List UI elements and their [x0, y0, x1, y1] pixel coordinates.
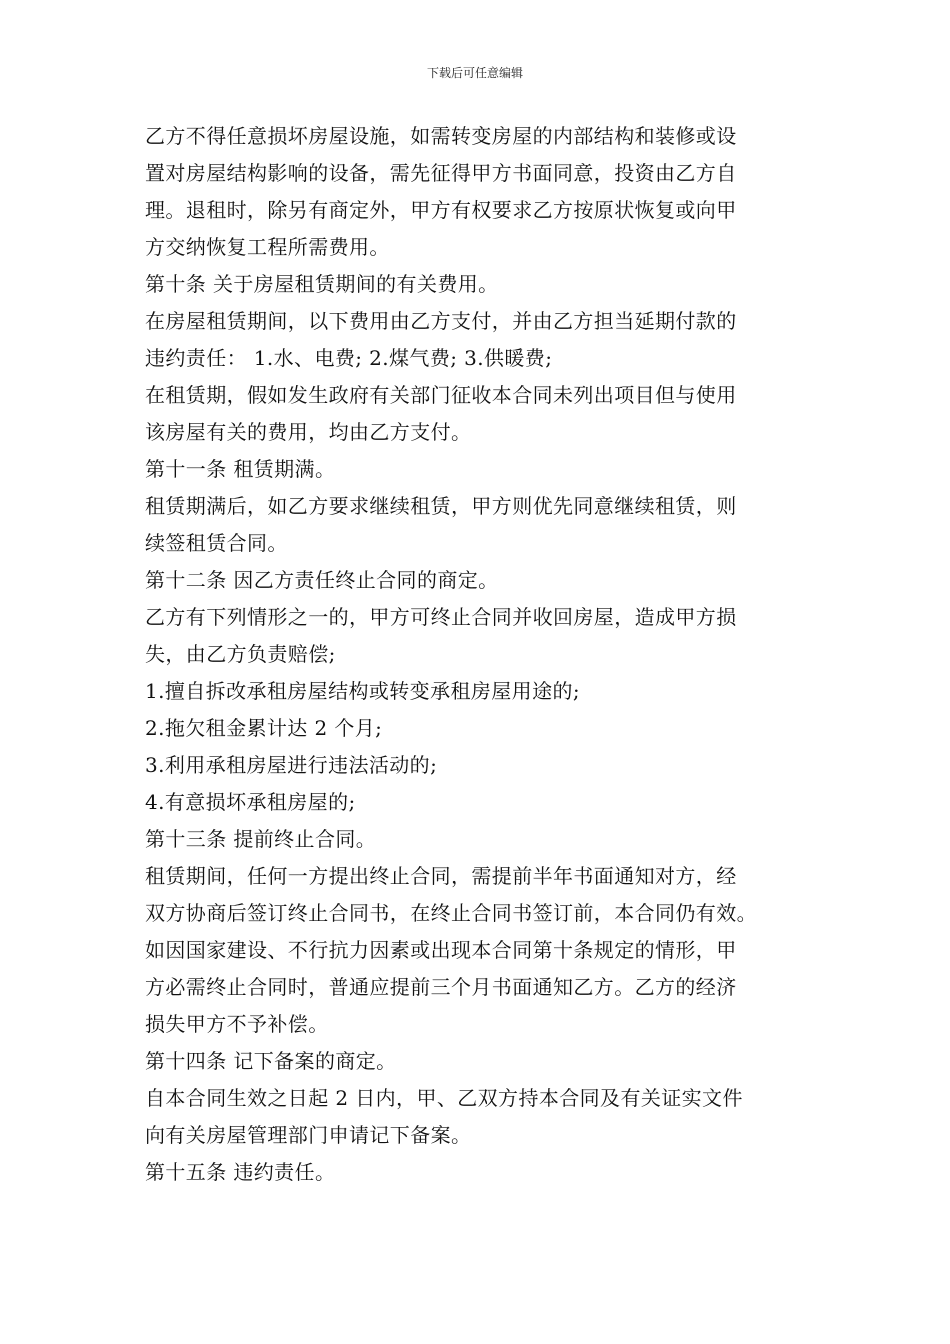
text-line: 乙方有下列情形之一的，甲方可终止合同并收回房屋，造成甲方损	[145, 605, 737, 629]
clause-heading: 第十三条 提前终止合同。	[145, 827, 377, 851]
text-line: 失，由乙方负责赔偿;	[145, 642, 336, 666]
clause-heading: 第十二条 因乙方责任终止合同的商定。	[145, 568, 499, 592]
text-line: 方必需终止合同时，普通应提前三个月书面通知乙方。乙方的经济	[145, 975, 737, 999]
text-line: 方交纳恢复工程所需费用。	[145, 235, 390, 259]
list-item: 4.有意损坏承租房屋的;	[145, 790, 356, 814]
text-line: 在租赁期，假如发生政府有关部门征收本合同未列出项目但与使用	[145, 383, 737, 407]
text-line: 乙方不得任意损坏房屋设施，如需转变房屋的内部结构和装修或设	[145, 124, 737, 148]
text-line: 续签租赁合同。	[145, 531, 288, 555]
list-item: 2.拖欠租金累计达 2 个月;	[145, 716, 383, 740]
text-line: 双方协商后签订终止合同书，在终止合同书签订前，本合同仍有效。	[145, 901, 757, 925]
text-line: 向有关房屋管理部门申请记下备案。	[145, 1123, 472, 1147]
clause-heading: 第十条 关于房屋租赁期间的有关费用。	[145, 272, 499, 296]
text-line: 违约责任： 1.水、电费; 2.煤气费; 3.供暖费;	[145, 346, 553, 370]
document-body	[145, 118, 810, 1191]
list-item: 3.利用承租房屋进行违法活动的;	[145, 753, 438, 777]
text-line: 置对房屋结构影响的设备，需先征得甲方书面同意，投资由乙方自	[145, 161, 737, 185]
clause-heading: 第十一条 租赁期满。	[145, 457, 336, 481]
clause-heading: 第十四条 记下备案的商定。	[145, 1049, 397, 1073]
text-line: 如因国家建设、不行抗力因素或出现本合同第十条规定的情形，甲	[145, 938, 737, 962]
text-line: 自本合同生效之日起 2 日内，甲、乙双方持本合同及有关证实文件	[145, 1086, 743, 1110]
list-item: 1.擅自拆改承租房屋结构或转变承租房屋用途的;	[145, 679, 581, 703]
text-line: 租赁期间，任何一方提出终止合同，需提前半年书面通知对方，经	[145, 864, 737, 888]
text-line: 租赁期满后，如乙方要求继续租赁，甲方则优先同意继续租赁，则	[145, 494, 737, 518]
text-line: 该房屋有关的费用，均由乙方支付。	[145, 420, 472, 444]
text-line: 理。退租时，除另有商定外，甲方有权要求乙方按原状恢复或向甲	[145, 198, 737, 222]
text-line: 损失甲方不予补偿。	[145, 1012, 329, 1036]
page-header: 下载后可任意编辑	[426, 66, 523, 80]
text-line: 在房屋租赁期间，以下费用由乙方支付，并由乙方担当延期付款的	[145, 309, 737, 333]
clause-heading: 第十五条 违约责任。	[145, 1160, 336, 1184]
